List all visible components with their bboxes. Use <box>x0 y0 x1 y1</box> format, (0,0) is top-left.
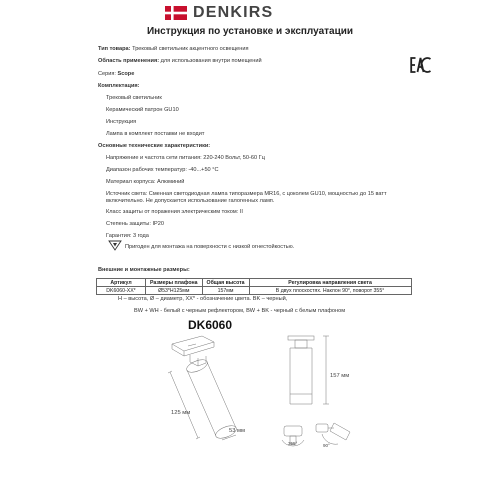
brand-name: DENKIRS <box>193 4 274 21</box>
kit-heading: Комплектация: <box>98 83 140 89</box>
table-header-cell: Артикул <box>97 279 146 287</box>
spec-light-source-cont: включительно. Не допускается использование галогенных ламп. <box>106 198 275 204</box>
application-label: Область применения: <box>98 58 160 64</box>
color-legend-line: BW + WH - белый с черным рефлектором, BW + BK - черный с белым плафоном <box>134 308 346 314</box>
series-value: Scope <box>117 71 135 77</box>
table-cell: DK6060-XX* <box>97 287 146 295</box>
kit-item: Лампа в комплект поставки не входит <box>106 131 205 137</box>
angle-tilt-label: 90° <box>323 443 330 448</box>
kit-item: Керамический патрон GU10 <box>106 107 179 113</box>
spec-light-source: Источник света: Сменная светодиодная лампа типоразмера MR16, с цоколем GU10, мощностью до 15 ватт <box>106 191 387 197</box>
eac-icon <box>410 56 432 74</box>
table-cell: Ø53*H125мм <box>146 287 203 295</box>
denmark-flag-icon <box>165 6 187 20</box>
tilt-view-icon <box>312 418 356 450</box>
application-value: для использования внутри помещений <box>160 58 262 64</box>
kit-item: Трековый светильник <box>106 95 162 101</box>
dimensions-heading: Внешние и монтажные размеры: <box>98 267 190 273</box>
track-adapter-drawing <box>172 336 214 366</box>
product-type-line <box>98 46 249 53</box>
series-line <box>98 71 134 78</box>
luminaire-drawing-main <box>150 330 270 450</box>
spec-temperature: Диапазон рабочих температур: -40...+50 °С <box>106 167 219 173</box>
spec-warranty: Гарантия: 3 года <box>106 233 149 239</box>
page-title: Инструкция по установке и эксплуатации <box>146 26 354 37</box>
product-type-label: Тип товара: <box>98 46 131 52</box>
low-flammability-surface-icon <box>108 240 122 251</box>
spec-mounting-note: Пригоден для монтажа на поверхности с низкой огнестойкостью. <box>125 244 295 250</box>
table-cell: В двух плоскостях. Наклон 90°, поворот 355° <box>249 287 411 295</box>
eac-certification-mark <box>410 56 432 74</box>
kit-item: Инструкция <box>106 119 137 125</box>
table-header-cell: Регулировка направления света <box>249 279 411 287</box>
table-row <box>97 287 412 295</box>
luminaire-drawing-side <box>280 332 350 412</box>
spec-protection-class: Класс защиты от поражения электрическим током: II <box>106 209 243 215</box>
table-header-cell: Общая высота <box>202 279 249 287</box>
dimensions-table <box>96 278 412 295</box>
dim-shade-height: 125 мм <box>171 410 191 416</box>
dim-total-height: 157 мм <box>330 373 350 379</box>
table-header-row <box>97 279 412 287</box>
model-number: DK6060 <box>188 318 233 332</box>
angle-rotate-label: 355° <box>288 441 298 446</box>
spec-voltage: Напряжение и частота сети питания: 220-240 Вольт, 50-60 Гц <box>106 155 265 161</box>
table-cell: 157мм <box>202 287 249 295</box>
brand-logo <box>165 4 340 26</box>
dim-diameter: 53 мм <box>229 428 246 434</box>
specs-heading: Основные технические характеристики: <box>98 143 211 149</box>
table-header-cell: Размеры плафона <box>146 279 203 287</box>
product-type-value: Трековый светильник акцентного освещения <box>132 46 249 52</box>
application-line <box>98 58 262 65</box>
spec-ip-rating: Степень защиты: IP20 <box>106 221 164 227</box>
color-legend-line: H – высота, Ø – диаметр, XX* - обозначение цвета. BK – черный, <box>118 296 288 302</box>
series-label: Серия: <box>98 71 116 77</box>
spec-material: Материал корпуса: Алюминий <box>106 179 185 185</box>
